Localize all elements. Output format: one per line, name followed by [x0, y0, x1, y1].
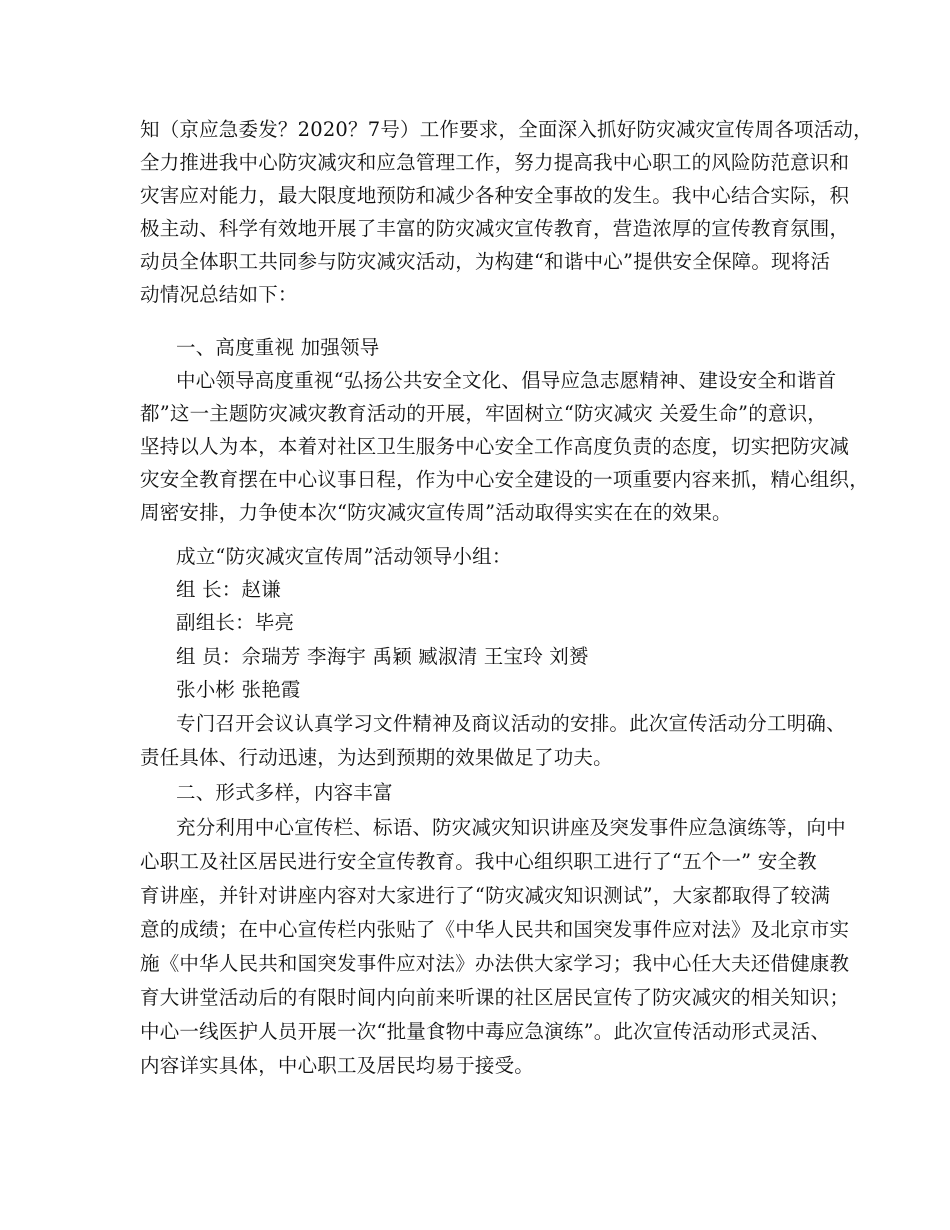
body-text-line: 内容详实具体，中心职工及居民均易于接受。: [140, 1054, 535, 1077]
deputy-leader-line: 副组长：毕亮: [176, 611, 295, 634]
members-line: 张小彬 张艳霞: [176, 678, 301, 701]
body-text-line: 灾安全教育摆在中心议事日程，作为中心安全建设的一项重要内容来抓，精心组织，: [140, 468, 869, 491]
body-text-line: 动员全体职工共同参与防灾减灾活动，为构建“和谐中心”提供安全保障。现将活: [140, 250, 831, 273]
body-text-line: 施《中华人民共和国突发事件应对法》办法供大家学习；我中心任大夫还借健康教: [140, 952, 850, 975]
body-text-line: 责任具体、行动迅速，为达到预期的效果做足了功夫。: [140, 746, 613, 769]
body-text-line: 灾害应对能力，最大限度地预防和减少各种安全事故的发生。我中心结合实际，积: [140, 184, 850, 207]
section-heading: 一、高度重视 加强领导: [176, 336, 380, 359]
body-text-line: 坚持以人为本，本着对社区卫生服务中心安全工作高度负责的态度，切实把防灾减: [140, 435, 850, 458]
members-line: 组 员：佘瑞芳 李海宇 禹颖 臧淑清 王宝玲 刘赟: [176, 645, 589, 668]
body-text-line: 动情况总结如下：: [140, 283, 298, 306]
body-text-line: 育大讲堂活动后的有限时间内向前来听课的社区居民宣传了防灾减灾的相关知识；: [140, 986, 850, 1009]
body-text-line: 全力推进我中心防灾减灾和应急管理工作，努力提高我中心职工的风险防范意识和: [140, 151, 850, 174]
body-text-line: 成立“防灾减灾宣传周”活动领导小组：: [176, 545, 512, 568]
body-text-line: 心职工及社区居民进行安全宣传教育。我中心组织职工进行了“五个一” 安全教: [140, 850, 817, 873]
body-text-line: 周密安排，力争使本次“防灾减灾宣传周”活动取得实实在在的效果。: [140, 501, 732, 524]
body-text-line: 专门召开会议认真学习文件精神及商议活动的安排。此次宣传活动分工明确、: [176, 712, 846, 735]
body-text-line: 意的成绩；在中心宣传栏内张贴了《中华人民共和国突发事件应对法》及北京市实: [140, 918, 850, 941]
body-text-line: 极主动、科学有效地开展了丰富的防灾减灾宣传教育，营造浓厚的宣传教育氛围，: [140, 217, 850, 240]
leader-line: 组 长：赵谦: [176, 578, 281, 601]
body-text-line: 中心领导高度重视“弘扬公共安全文化、倡导应急志愿精神、建设安全和谐首: [176, 369, 837, 392]
body-text-line: 育讲座，并针对讲座内容对大家进行了“防灾减灾知识测试”，大家都取得了较满: [140, 884, 831, 907]
body-text-line: 都”这一主题防灾减灾教育活动的开展，牢固树立“防灾减灾 关爱生命”的意识，: [140, 402, 828, 425]
body-text-line: 中心一线医护人员开展一次“批量食物中毒应急演练”。此次宣传活动形式灵活、: [140, 1020, 831, 1043]
body-text-line: 知（京应急委发？2020？7号）工作要求，全面深入抓好防灾减灾宣传周各项活动，: [140, 118, 873, 141]
body-text-line: 充分利用中心宣传栏、标语、防灾减灾知识讲座及突发事件应急演练等，向中: [176, 816, 846, 839]
section-heading: 二、形式多样，内容丰富: [176, 781, 393, 804]
